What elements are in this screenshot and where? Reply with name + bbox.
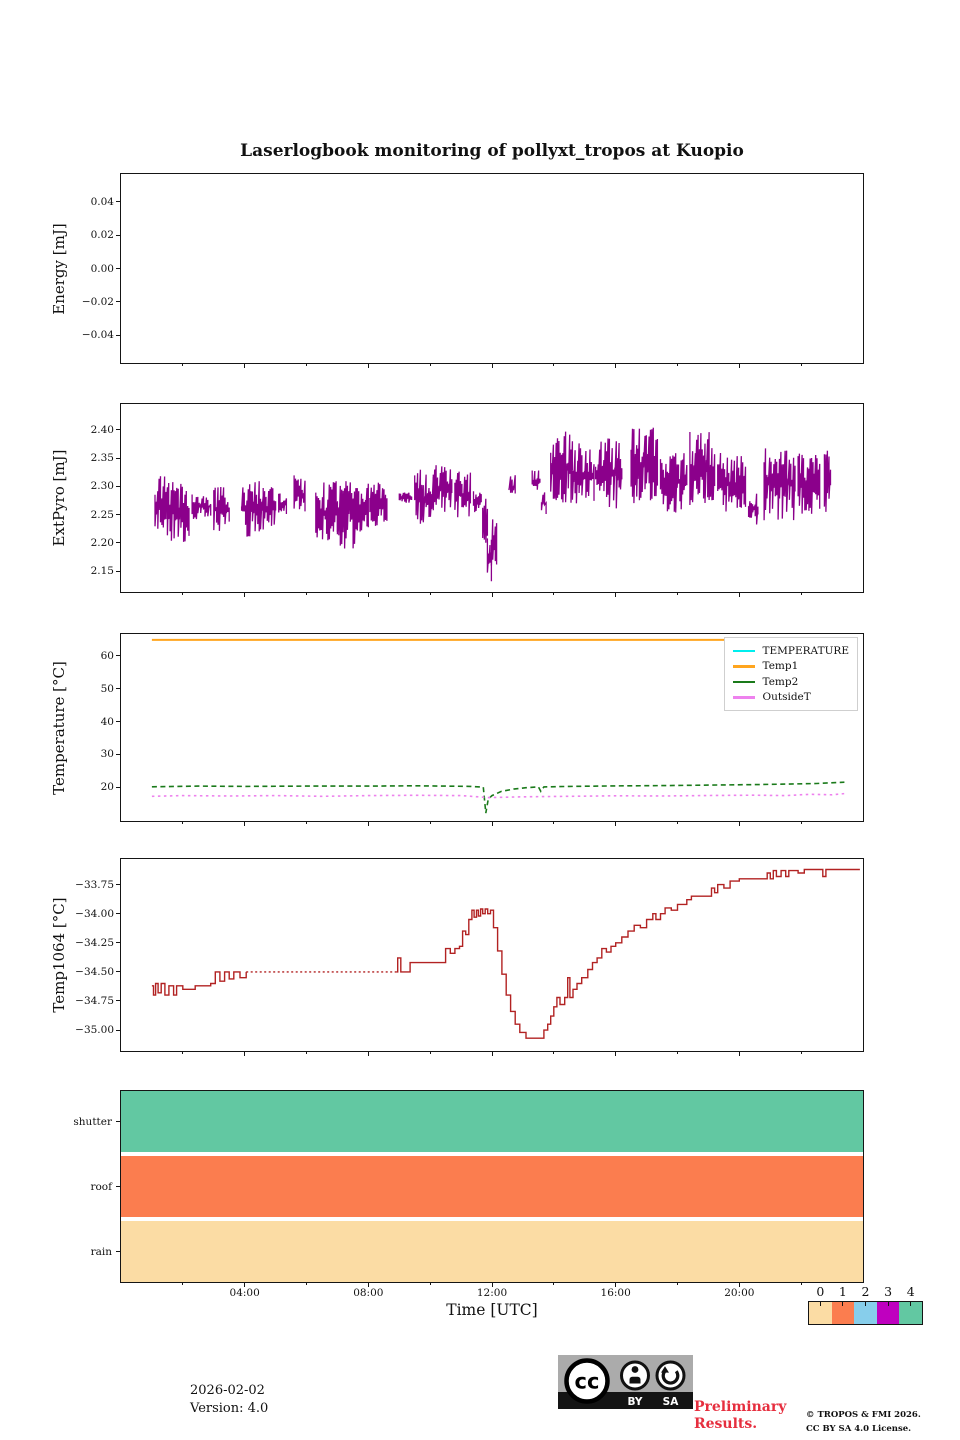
- colorbar-segment-3: [877, 1302, 900, 1324]
- temp1064-panel: [50, 858, 864, 1052]
- y-tick-label: −35.00: [75, 1024, 114, 1037]
- temp1064-y-axis-label: Temp1064 [°C]: [50, 897, 68, 1013]
- noise-trace: [433, 465, 452, 512]
- y-tick-mark: [116, 754, 121, 755]
- badge-sa-label: SA: [662, 1396, 679, 1408]
- noise-trace: [370, 483, 387, 526]
- status-panel: [73, 1090, 864, 1299]
- x-minor-tick-mark: [306, 363, 307, 366]
- x-major-tick-mark: [244, 1051, 245, 1056]
- series-Temp1064: [152, 972, 246, 995]
- x-minor-tick-mark: [306, 821, 307, 824]
- noise-trace: [279, 494, 287, 515]
- x-major-tick-mark: [615, 363, 616, 368]
- colorbar-tick-mark: [842, 1302, 843, 1306]
- x-major-tick-mark: [244, 821, 245, 826]
- y-tick-label: −34.25: [75, 936, 114, 949]
- colorbar-tick-label: 1: [838, 1284, 847, 1299]
- y-tick-mark: [116, 971, 121, 972]
- x-minor-tick-mark: [801, 592, 802, 595]
- y-tick-label: 2.30: [90, 480, 114, 493]
- x-minor-tick-mark: [801, 1051, 802, 1054]
- x-minor-tick-mark: [677, 592, 678, 595]
- legend-label: TEMPERATURE: [762, 644, 849, 657]
- x-minor-tick-mark: [182, 592, 183, 595]
- y-tick-label: 2.25: [90, 508, 114, 521]
- extpyro-panel: [50, 403, 864, 593]
- noise-trace: [242, 481, 264, 536]
- y-tick-mark: [116, 458, 121, 459]
- legend-swatch: [733, 650, 755, 653]
- x-major-tick-mark: [492, 1051, 493, 1056]
- colorbar-tick-mark: [865, 1302, 866, 1306]
- y-tick-label: −34.00: [75, 907, 114, 920]
- noise-trace: [167, 482, 189, 542]
- noise-trace: [824, 451, 830, 512]
- preliminary-line2: Results.: [694, 1416, 758, 1432]
- legend-swatch: [733, 665, 755, 668]
- legend-entry-OutsideT: [733, 690, 850, 706]
- x-minor-tick-mark: [677, 821, 678, 824]
- y-tick-label: 50: [100, 682, 114, 695]
- legend-entry-Temp2: [733, 674, 850, 690]
- x-minor-tick-mark: [677, 363, 678, 366]
- y-tick-label: 0.02: [90, 229, 114, 242]
- y-tick-mark: [116, 1000, 121, 1001]
- y-tick-label: 20: [100, 781, 114, 794]
- x-major-tick-mark: [244, 1282, 245, 1287]
- colorbar-segment-0: [809, 1302, 832, 1324]
- x-minor-tick-mark: [553, 821, 554, 824]
- colorbar-segment-4: [899, 1302, 922, 1324]
- y-tick-mark: [116, 688, 121, 689]
- legend-entry-Temp1: [733, 659, 850, 675]
- y-tick-mark: [116, 913, 121, 914]
- x-major-tick-mark: [368, 1051, 369, 1056]
- noise-trace: [192, 495, 211, 520]
- noise-trace: [483, 499, 488, 543]
- noise-trace: [661, 453, 687, 512]
- x-minor-tick-mark: [306, 1282, 307, 1285]
- plot-date: 2026-02-02: [190, 1383, 265, 1398]
- preliminary-results-notice: [694, 1399, 786, 1433]
- colorbar-segment-2: [854, 1302, 877, 1324]
- x-minor-tick-mark: [430, 592, 431, 595]
- x-major-tick-mark: [739, 363, 740, 368]
- y-tick-label: 2.20: [90, 536, 114, 549]
- x-minor-tick-mark: [553, 1282, 554, 1285]
- y-tick-mark: [116, 429, 121, 430]
- category-label-shutter: shutter: [73, 1115, 112, 1128]
- x-major-tick-mark: [492, 821, 493, 826]
- status-colorbar: [808, 1301, 923, 1325]
- x-minor-tick-mark: [182, 1051, 183, 1054]
- extpyro-plot: [121, 404, 863, 592]
- noise-trace: [749, 494, 758, 525]
- x-major-tick-mark: [368, 363, 369, 368]
- legend-label: OutsideT: [762, 691, 811, 704]
- noise-trace: [399, 493, 411, 503]
- y-tick-mark: [116, 235, 121, 236]
- x-major-tick-mark: [368, 1282, 369, 1287]
- y-tick-label: 30: [100, 748, 114, 761]
- x-minor-tick-mark: [182, 1282, 183, 1285]
- noise-trace: [509, 475, 515, 493]
- y-tick-mark: [116, 942, 121, 943]
- cc-logo-text: cc: [574, 1369, 600, 1394]
- status-band-rain: [121, 1221, 863, 1282]
- noise-trace: [263, 487, 275, 529]
- figure-title: Laserlogbook monitoring of pollyxt_tropos at Kuopio: [240, 141, 744, 161]
- noise-trace: [596, 439, 622, 509]
- x-major-tick-mark: [739, 821, 740, 826]
- noise-trace: [214, 487, 229, 531]
- legend-entry-TEMPERATURE: [733, 643, 850, 659]
- noise-trace: [798, 454, 820, 514]
- y-tick-mark: [116, 301, 121, 302]
- x-major-tick-mark: [244, 363, 245, 368]
- x-minor-tick-mark: [801, 821, 802, 824]
- noise-trace: [551, 432, 573, 503]
- noise-trace: [155, 476, 167, 529]
- noise-trace: [690, 432, 715, 505]
- status-band-roof: [121, 1156, 863, 1217]
- x-minor-tick-mark: [430, 1051, 431, 1054]
- extpyro-y-axis-label: ExtPyro [mJ]: [50, 449, 68, 547]
- x-major-tick-mark: [492, 363, 493, 368]
- x-major-tick-mark: [615, 821, 616, 826]
- attribution-person-icon: [622, 1362, 649, 1389]
- x-tick-label: 08:00: [353, 1287, 384, 1299]
- x-minor-tick-mark: [430, 821, 431, 824]
- noise-trace: [572, 443, 594, 503]
- noise-trace: [491, 519, 496, 565]
- x-minor-tick-mark: [306, 1051, 307, 1054]
- status-band-shutter: [121, 1091, 863, 1152]
- y-tick-mark: [116, 542, 121, 543]
- x-minor-tick-mark: [430, 1282, 431, 1285]
- y-tick-mark: [116, 571, 121, 572]
- copyright-line2: CC BY SA 4.0 License.: [806, 1423, 912, 1434]
- y-tick-label: −34.50: [75, 965, 114, 978]
- status-plot: [121, 1091, 863, 1282]
- x-major-tick-mark: [368, 821, 369, 826]
- x-major-tick-mark: [739, 1282, 740, 1287]
- category-tick: [116, 1186, 121, 1187]
- x-minor-tick-mark: [182, 363, 183, 366]
- colorbar-tick-mark: [888, 1302, 889, 1306]
- category-tick: [116, 1121, 121, 1122]
- x-major-tick-mark: [615, 1282, 616, 1287]
- y-tick-label: 2.15: [90, 565, 114, 578]
- x-major-tick-mark: [492, 1282, 493, 1287]
- noise-trace: [316, 481, 338, 540]
- y-tick-mark: [116, 201, 121, 202]
- x-major-tick-mark: [739, 592, 740, 597]
- series-Temp1064-main: [396, 870, 860, 1039]
- colorbar-segment-1: [832, 1302, 855, 1324]
- y-tick-mark: [116, 787, 121, 788]
- y-tick-label: 0.04: [90, 195, 114, 208]
- energy-panel: [50, 173, 864, 364]
- y-tick-label: −34.75: [75, 994, 114, 1007]
- y-tick-label: 2.35: [90, 452, 114, 465]
- colorbar-tick-label: 3: [884, 1284, 893, 1299]
- temp1064-plot: [121, 859, 863, 1051]
- colorbar-tick-label: 0: [816, 1284, 825, 1299]
- x-major-tick-mark: [739, 1051, 740, 1056]
- noise-trace: [532, 471, 540, 490]
- legend-swatch: [733, 681, 755, 684]
- y-tick-mark: [116, 514, 121, 515]
- y-tick-mark: [116, 721, 121, 722]
- x-minor-tick-mark: [182, 821, 183, 824]
- x-major-tick-mark: [244, 592, 245, 597]
- category-label-roof: roof: [90, 1180, 112, 1193]
- person-head-icon: [632, 1366, 639, 1373]
- colorbar-tick-label: 4: [906, 1284, 915, 1299]
- y-tick-mark: [116, 1030, 121, 1031]
- y-tick-label: −33.75: [75, 878, 114, 891]
- legend-label: Temp2: [762, 675, 799, 688]
- x-major-tick-mark: [615, 592, 616, 597]
- energy-y-axis-label: Energy [mJ]: [50, 222, 68, 315]
- preliminary-line1: Preliminary: [694, 1399, 787, 1415]
- x-tick-label: 20:00: [724, 1287, 755, 1299]
- x-minor-tick-mark: [677, 1051, 678, 1054]
- copyright-line1: © TROPOS & FMI 2026.: [806, 1410, 921, 1420]
- copyright-notice: [806, 1409, 921, 1436]
- y-tick-label: 0.00: [90, 262, 114, 275]
- y-tick-label: 60: [100, 649, 114, 662]
- colorbar-tick-mark: [820, 1302, 821, 1306]
- footer-date-block: [190, 1382, 268, 1417]
- legend-label: Temp1: [762, 660, 799, 673]
- x-major-tick-mark: [492, 592, 493, 597]
- x-major-tick-mark: [615, 1051, 616, 1056]
- y-tick-label: 2.40: [90, 423, 114, 436]
- noise-trace: [718, 453, 746, 512]
- x-minor-tick-mark: [553, 1051, 554, 1054]
- badge-by-label: BY: [627, 1396, 643, 1408]
- y-tick-mark: [116, 884, 121, 885]
- noise-trace: [337, 481, 356, 548]
- x-minor-tick-mark: [677, 1282, 678, 1285]
- temperature-legend: [724, 637, 859, 711]
- x-tick-label: 04:00: [229, 1287, 260, 1299]
- person-body-icon: [630, 1377, 641, 1384]
- noise-trace: [455, 472, 471, 518]
- temperature-y-axis-label: Temperature [°C]: [50, 660, 68, 795]
- x-tick-label: 12:00: [476, 1287, 508, 1299]
- y-tick-label: 40: [100, 715, 114, 728]
- x-minor-tick-mark: [801, 363, 802, 366]
- x-minor-tick-mark: [553, 592, 554, 595]
- y-tick-mark: [116, 486, 121, 487]
- category-tick: [116, 1251, 121, 1252]
- x-minor-tick-mark: [430, 363, 431, 366]
- noise-trace: [764, 448, 795, 520]
- x-tick-label: 16:00: [600, 1287, 631, 1299]
- x-minor-tick-mark: [306, 592, 307, 595]
- noise-trace: [294, 475, 305, 511]
- y-tick-label: −0.02: [81, 295, 114, 308]
- x-minor-tick-mark: [553, 363, 554, 366]
- colorbar-tick-label: 2: [861, 1284, 870, 1299]
- x-minor-tick-mark: [801, 1282, 802, 1285]
- series-OutsideT: [152, 793, 848, 797]
- noise-trace: [474, 491, 482, 512]
- plot-version: Version: 4.0: [190, 1400, 269, 1416]
- y-tick-label: −0.04: [81, 329, 114, 342]
- noise-trace: [415, 470, 434, 524]
- cc-by-sa-badge: [558, 1355, 693, 1409]
- noise-trace: [542, 492, 547, 514]
- y-tick-mark: [116, 655, 121, 656]
- noise-trace: [631, 428, 657, 503]
- colorbar-tick-mark: [910, 1302, 911, 1306]
- y-tick-mark: [116, 268, 121, 269]
- series-Temp2: [152, 782, 845, 813]
- legend-swatch: [733, 696, 755, 699]
- energy-plot: [121, 174, 863, 363]
- x-major-tick-mark: [368, 592, 369, 597]
- share-alike-arrow-icon: [657, 1362, 684, 1389]
- temperature-panel: [50, 633, 864, 822]
- y-tick-mark: [116, 335, 121, 336]
- noise-trace: [356, 484, 368, 532]
- category-label-rain: rain: [90, 1245, 112, 1258]
- x-axis-label: Time [UTC]: [446, 1301, 538, 1319]
